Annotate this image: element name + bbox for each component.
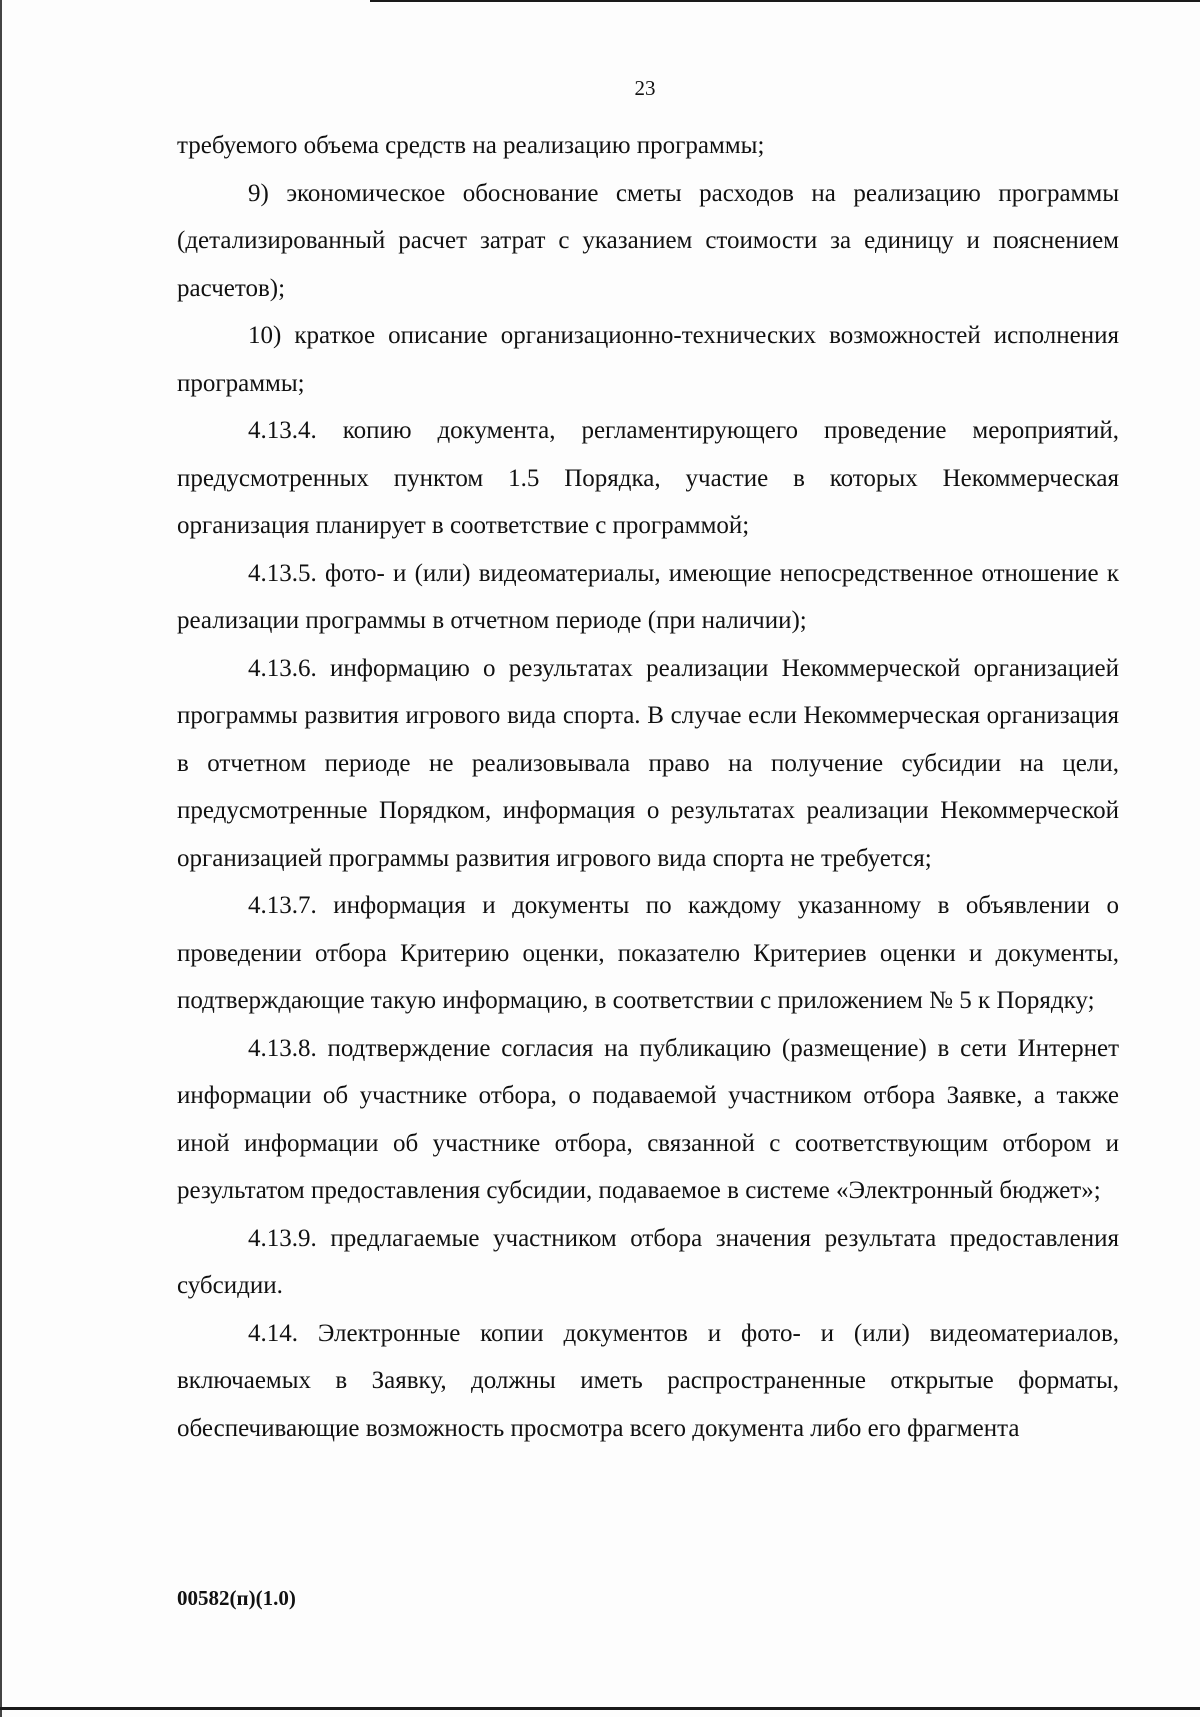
document-code: 00582(п)(1.0) [177, 1586, 296, 1610]
scan-edge-top [370, 0, 1200, 2]
scan-edge-bottom [0, 1707, 1200, 1710]
document-body [177, 122, 1119, 1452]
paragraph-4-13-5: 4.13.5. фото- и (или) видеоматериалы, имеющие непосредственное отношение к реализации программы в отчетном периоде (при наличии); [177, 559, 1119, 634]
scan-edge-left [0, 0, 2, 1717]
page-number: 23 [634, 76, 656, 100]
paragraph-4-13-4: 4.13.4. копию документа, регламентирующего проведение мероприятий, предусмотренных пунктом 1.5 Порядка, участие в которых Некоммерческая организация планирует в соответствие с программой; [177, 417, 1119, 539]
paragraph-item-9: 9) экономическое обоснование сметы расходов на реализацию программы (детализированный расчет затрат с указанием стоимости за единицу и пояснением расчетов); [177, 179, 1119, 302]
paragraph-4-13-6: 4.13.6. информацию о результатах реализации Некоммерческой организацией программы развития игрового вида спорта. В случае если Некоммерческая организация в отчетном периоде не реализовывала право на получение субсидии на цели, предусмотренные Порядком, информация о результатах реализации Некоммерческой организацией программы развития игрового вида спорта не требуется; [177, 654, 1119, 872]
paragraph-4-13-8: 4.13.8. подтверждение согласия на публикацию (размещение) в сети Интернет информации об участнике отбора, о подаваемой участником отбора Заявке, а также иной информации об участнике отбора, связанной с соответствующим отбором и результатом предоставления субсидии, подаваемое в системе «Электронный бюджет»; [177, 1034, 1119, 1204]
paragraph-4-13-7: 4.13.7. информация и документы по каждому указанному в объявлении о проведении отбора Критерию оценки, показателю Критериев оценки и документы, подтверждающие такую информацию, в соответствии с приложением № 5 к Порядку; [177, 892, 1119, 1014]
paragraph-4-13-9: 4.13.9. предлагаемые участником отбора значения результата предоставления субсидии. [177, 1224, 1119, 1299]
paragraph-continuation: требуемого объема средств на реализацию программы; [177, 132, 765, 159]
paragraph-4-14: 4.14. Электронные копии документов и фото- и (или) видеоматериалов, включаемых в Заявку, должны иметь распространенные открытые форматы, обеспечивающие возможность просмотра всего документа либо его фрагмента [177, 1319, 1119, 1442]
paragraph-item-10: 10) краткое описание организационно-технических возможностей исполнения программы; [177, 322, 1119, 397]
